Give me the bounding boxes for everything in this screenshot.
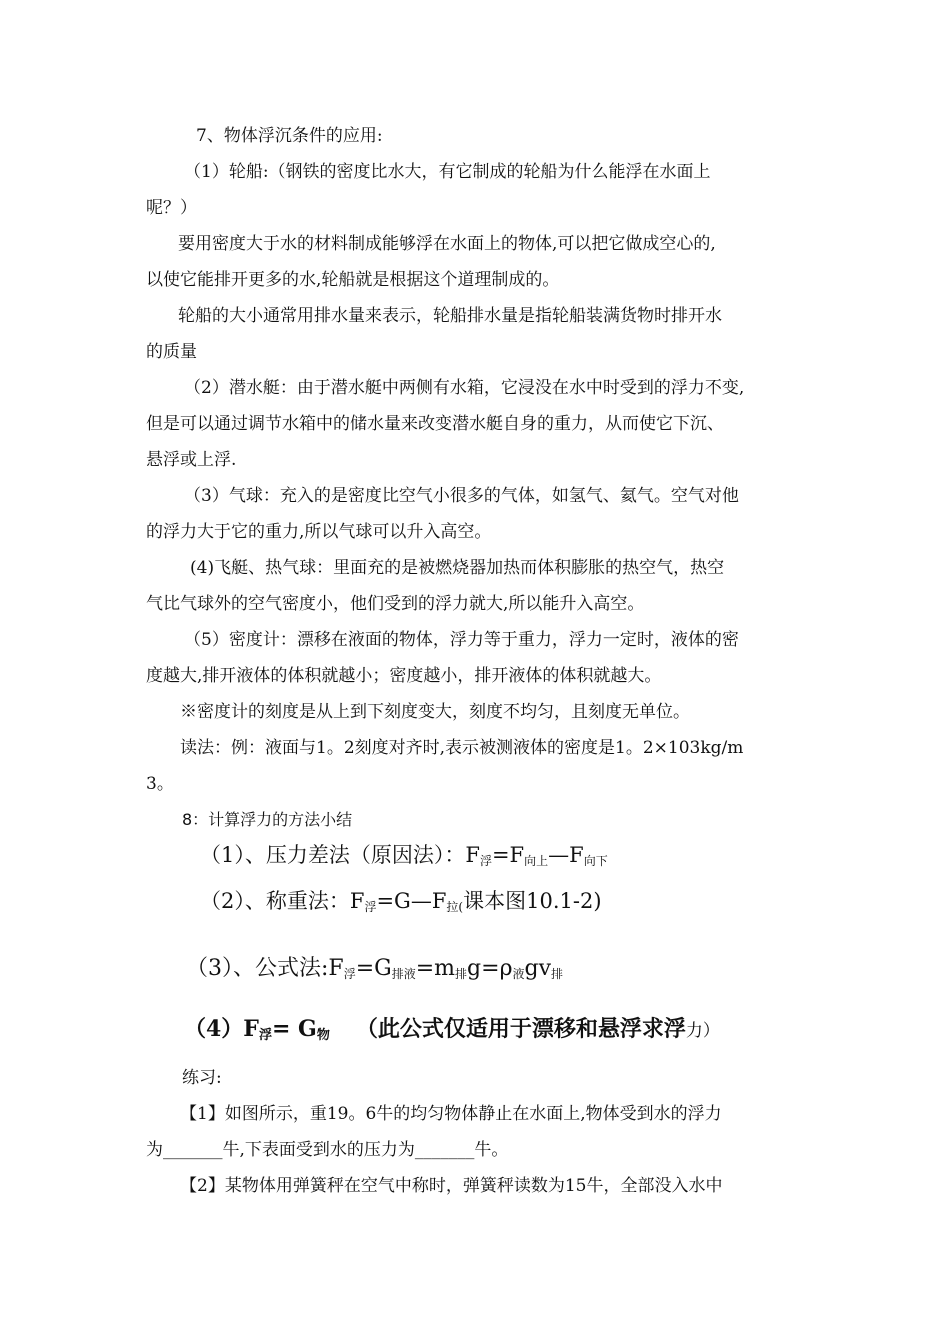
formula-1-sub-float: 浮 bbox=[479, 854, 492, 868]
formula-3-label: （3）、公式法:F bbox=[186, 956, 344, 981]
practice-heading: 练习: bbox=[182, 1068, 222, 1088]
ship-line-6: 的质量 bbox=[146, 342, 197, 362]
formula-floating-condition bbox=[184, 1014, 720, 1051]
formula-3-sub-float: 浮 bbox=[343, 967, 356, 981]
airship-line-1: (4)飞艇、热气球：里面充的是被燃烧器加热而体积膨胀的热空气，热空 bbox=[190, 558, 725, 578]
question-1-line-2: 为_______牛,下表面受到水的压力为_______牛。 bbox=[146, 1140, 509, 1160]
ship-line-1: （1）轮船:（钢铁的密度比水大，有它制成的轮船为什么能浮在水面上 bbox=[184, 162, 711, 182]
formula-2-ref: 课本图10.1-2) bbox=[463, 889, 602, 913]
ship-line-2: 呢？） bbox=[146, 198, 197, 218]
formula-2-label: （2）、称重法：F bbox=[200, 889, 365, 913]
formula-2-paren: ( bbox=[458, 900, 464, 914]
formula-3-sub-disp: 排液 bbox=[391, 967, 416, 981]
reading-line-2: 3。 bbox=[146, 774, 174, 794]
section-7-title: 7、物体浮沉条件的应用: bbox=[196, 126, 383, 146]
formula-4-label: （4）F bbox=[184, 1016, 259, 1042]
question-1-line-1: 【1】如图所示，重19。6牛的均匀物体静止在水面上,物体受到水的浮力 bbox=[180, 1104, 722, 1124]
formula-pressure-difference bbox=[200, 841, 608, 875]
formula-3-sub-pai: 排 bbox=[455, 967, 468, 981]
formula-1-minus: —F bbox=[548, 843, 584, 867]
formula-archimedes bbox=[186, 954, 563, 989]
formula-1-sub-down: 向下 bbox=[583, 854, 608, 868]
formula-3-sub-liq: 液 bbox=[512, 967, 525, 981]
formula-2-eq: =G—F bbox=[376, 889, 447, 913]
formula-weighing-method bbox=[200, 887, 602, 921]
formula-2-sub-pull: 拉 bbox=[446, 900, 459, 914]
hydrometer-line-2: 度越大,排开液体的体积就越小；密度越小，排开液体的体积就越大。 bbox=[146, 666, 662, 686]
formula-3-gv: gv bbox=[524, 956, 552, 981]
formula-3-sub-pai2: 排 bbox=[551, 967, 564, 981]
formula-3-eq: =G bbox=[355, 956, 392, 981]
submarine-line-2: 但是可以通过调节水箱中的储水量来改变潜水艇自身的重力，从而使它下沉、 bbox=[146, 414, 724, 434]
balloon-line-2: 的浮力大于它的重力,所以气球可以升入高空。 bbox=[146, 522, 492, 542]
reading-line-1: 读法：例：液面与1。2刻度对齐时,表示被测液体的密度是1。2×103kg/m bbox=[180, 738, 744, 758]
formula-4-note-end: 力） bbox=[685, 1021, 720, 1041]
ship-line-3: 要用密度大于水的材料制成能够浮在水面上的物体,可以把它做成空心的, bbox=[178, 234, 716, 254]
question-2-line-1: 【2】某物体用弹簧秤在空气中称时，弹簧秤读数为15牛，全部没入水中 bbox=[180, 1176, 723, 1196]
balloon-line-1: （3）气球：充入的是密度比空气小很多的气体，如氢气、氦气。空气对他 bbox=[184, 486, 739, 506]
hydrometer-note: ※密度计的刻度是从上到下刻度变大，刻度不均匀，且刻度无单位。 bbox=[180, 702, 690, 722]
formula-4-eq: = G bbox=[271, 1016, 317, 1042]
formula-2-sub-float: 浮 bbox=[364, 900, 377, 914]
formula-3-eq3: g=ρ bbox=[467, 956, 513, 981]
airship-line-2: 气比气球外的空气密度小，他们受到的浮力就大,所以能升入高空。 bbox=[146, 594, 645, 614]
ship-line-5: 轮船的大小通常用排水量来表示，轮船排水量是指轮船装满货物时排开水 bbox=[178, 306, 722, 326]
formula-4-note: （此公式仅适用于漂移和悬浮求浮 bbox=[355, 1016, 686, 1042]
formula-4-sub-obj: 物 bbox=[316, 1028, 330, 1043]
formula-4-sub-float: 浮 bbox=[258, 1028, 272, 1043]
formula-1-label: （1）、压力差法（原因法）：F bbox=[200, 843, 480, 867]
formula-1-sub-up: 向上 bbox=[524, 854, 549, 868]
formula-1-eq: =F bbox=[491, 843, 525, 867]
submarine-line-3: 悬浮或上浮. bbox=[146, 450, 237, 470]
ship-line-4: 以使它能排开更多的水,轮船就是根据这个道理制成的。 bbox=[146, 270, 560, 290]
submarine-line-1: （2）潜水艇：由于潜水艇中两侧有水箱，它浸没在水中时受到的浮力不变, bbox=[184, 378, 745, 398]
formula-3-eq2: =m bbox=[415, 956, 456, 981]
section-8-title: 8：计算浮力的方法小结 bbox=[182, 810, 353, 829]
hydrometer-line-1: （5）密度计：漂移在液面的物体，浮力等于重力，浮力一定时，液体的密 bbox=[184, 630, 739, 650]
